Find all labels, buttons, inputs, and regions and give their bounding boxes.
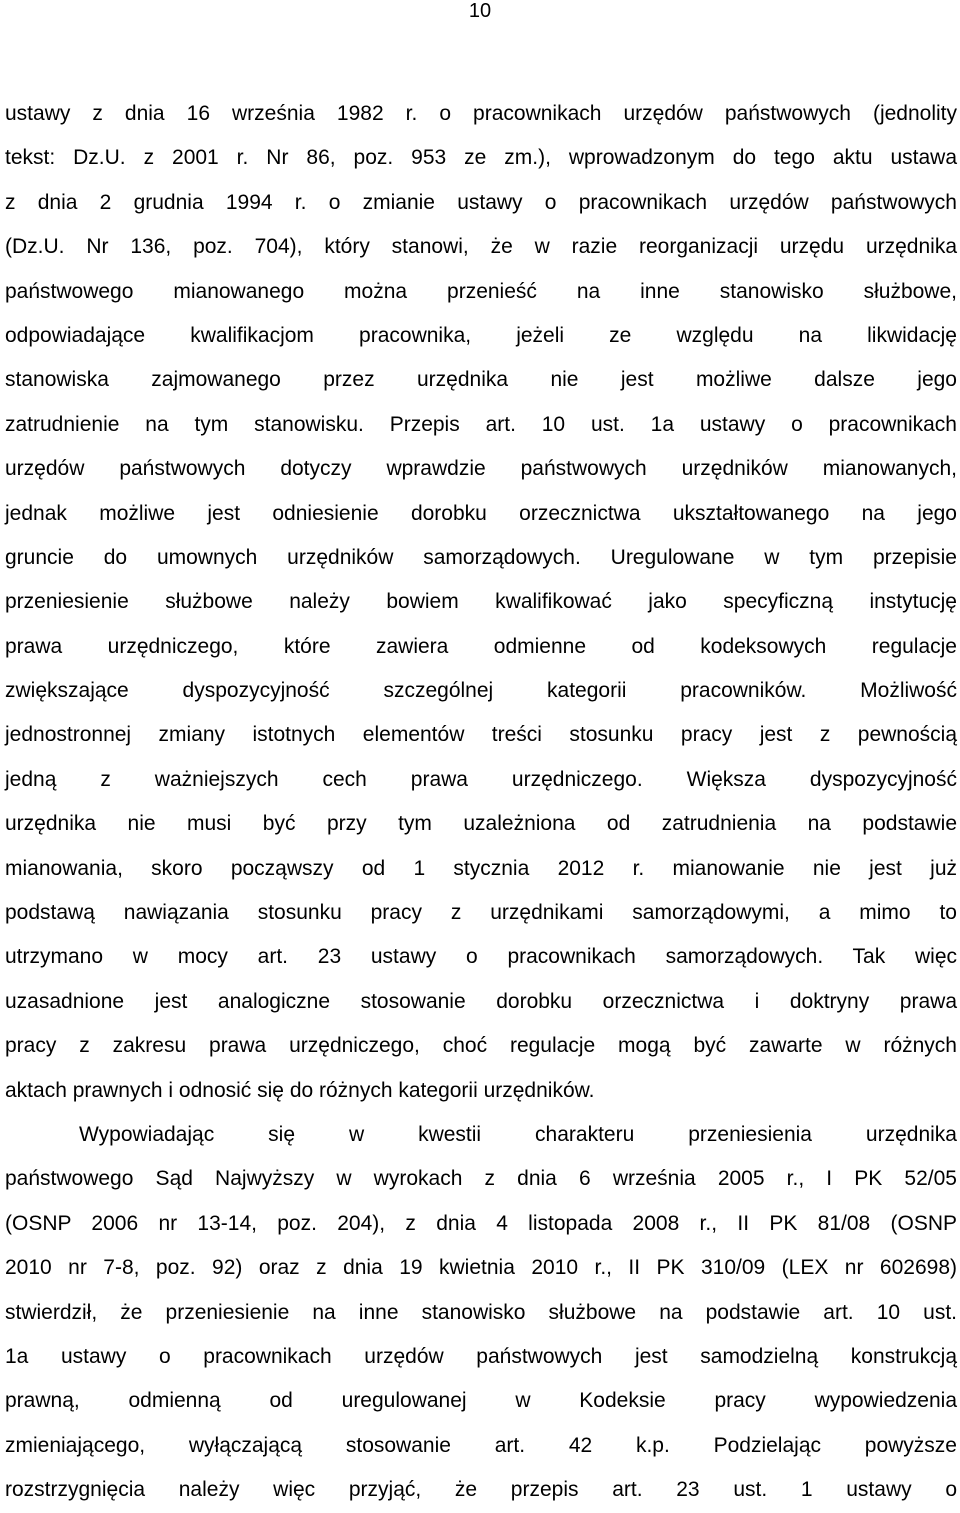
- text-line: (OSNP 2006 nr 13-14, poz. 204), z dnia 4 listopada 2008 r., II PK 81/08 (OSNP: [5, 1211, 957, 1235]
- text-line: gruncie do umownych urzędników samorządowych. Uregulowane w tym przepisie: [5, 545, 957, 569]
- text-line: zwiększające dyspozycyjność szczególnej kategorii pracowników. Możliwość: [5, 679, 957, 703]
- text-line: jednostronnej zmiany istotnych elementów treści stosunku pracy jest z pewnością: [5, 723, 957, 747]
- text-line: 1a ustawy o pracownikach urzędów państwowych jest samodzielną konstrukcją: [5, 1344, 957, 1368]
- text-line: pracy z zakresu prawa urzędniczego, choć regulacje mogą być zawarte w różnych: [5, 1034, 957, 1058]
- text-line: urzędnika nie musi być przy tym uzależniona od zatrudnienia na podstawie: [5, 812, 957, 836]
- text-line: uzasadnione jest analogiczne stosowanie dorobku orzecznictwa i doktryny prawa: [5, 989, 957, 1013]
- text-line: przeniesienie służbowe należy bowiem kwalifikować jako specyficzną instytucję: [5, 590, 957, 614]
- text-line: państwowego Sąd Najwyższy w wyrokach z dnia 6 września 2005 r., I PK 52/05: [5, 1167, 957, 1191]
- body-text: [5, 92, 957, 1513]
- text-line: zmieniającego, wyłączającą stosowanie art. 42 k.p. Podzielając powyższe: [5, 1433, 957, 1457]
- text-line: mianowania, skoro począwszy od 1 stycznia 2012 r. mianowanie nie jest już: [5, 856, 957, 880]
- text-line: prawną, odmienną od uregulowanej w Kodeksie pracy wypowiedzenia: [5, 1389, 957, 1413]
- text-line: aktach prawnych i odnosić się do różnych kategorii urzędników.: [5, 1078, 595, 1102]
- text-line: zatrudnienie na tym stanowisku. Przepis art. 10 ust. 1a ustawy o pracownikach: [5, 412, 957, 436]
- text-line: rozstrzygnięcia należy więc przyjąć, że przepis art. 23 ust. 1 ustawy o: [5, 1478, 957, 1502]
- text-line: tekst: Dz.U. z 2001 r. Nr 86, poz. 953 ze zm.), wprowadzonym do tego aktu ustawa: [5, 146, 957, 170]
- text-line: z dnia 2 grudnia 1994 r. o zmianie ustawy o pracownikach urzędów państwowych: [5, 190, 957, 214]
- paragraph-1: [5, 92, 957, 1113]
- text-line: ustawy z dnia 16 września 1982 r. o pracownikach urzędów państwowych (jednolity: [5, 102, 957, 125]
- text-line: jednak możliwe jest odniesienie dorobku orzecznictwa ukształtowanego na jego: [5, 501, 957, 525]
- text-line: (Dz.U. Nr 136, poz. 704), który stanowi, że w razie reorganizacji urzędu urzędnika: [5, 235, 957, 259]
- text-line: urzędów państwowych dotyczy wprawdzie państwowych urzędników mianowanych,: [5, 457, 957, 481]
- text-line: jedną z ważniejszych cech prawa urzędniczego. Większa dyspozycyjność: [5, 767, 957, 791]
- text-line: stanowiska zajmowanego przez urzędnika nie jest możliwe dalsze jego: [5, 368, 957, 392]
- text-line: utrzymano w mocy art. 23 ustawy o pracownikach samorządowych. Tak więc: [5, 945, 957, 969]
- text-line: podstawą nawiązania stosunku pracy z urzędnikami samorządowymi, a mimo to: [5, 901, 957, 925]
- text-line: 2010 nr 7-8, poz. 92) oraz z dnia 19 kwietnia 2010 r., II PK 310/09 (LEX nr 602698): [5, 1256, 957, 1280]
- text-line: prawa urzędniczego, które zawiera odmienne od kodeksowych regulacje: [5, 634, 957, 658]
- paragraph-2: [5, 1113, 957, 1513]
- text-line: odpowiadające kwalifikacjom pracownika, jeżeli ze względu na likwidację: [5, 323, 957, 347]
- text-line: Wypowiadając się w kwestii charakteru przeniesienia urzędnika: [79, 1122, 957, 1146]
- text-line: państwowego mianowanego można przenieść na inne stanowisko służbowe,: [5, 279, 957, 303]
- page-number: 10: [468, 0, 492, 22]
- text-line: stwierdził, że przeniesienie na inne stanowisko służbowe na podstawie art. 10 ust.: [5, 1300, 957, 1324]
